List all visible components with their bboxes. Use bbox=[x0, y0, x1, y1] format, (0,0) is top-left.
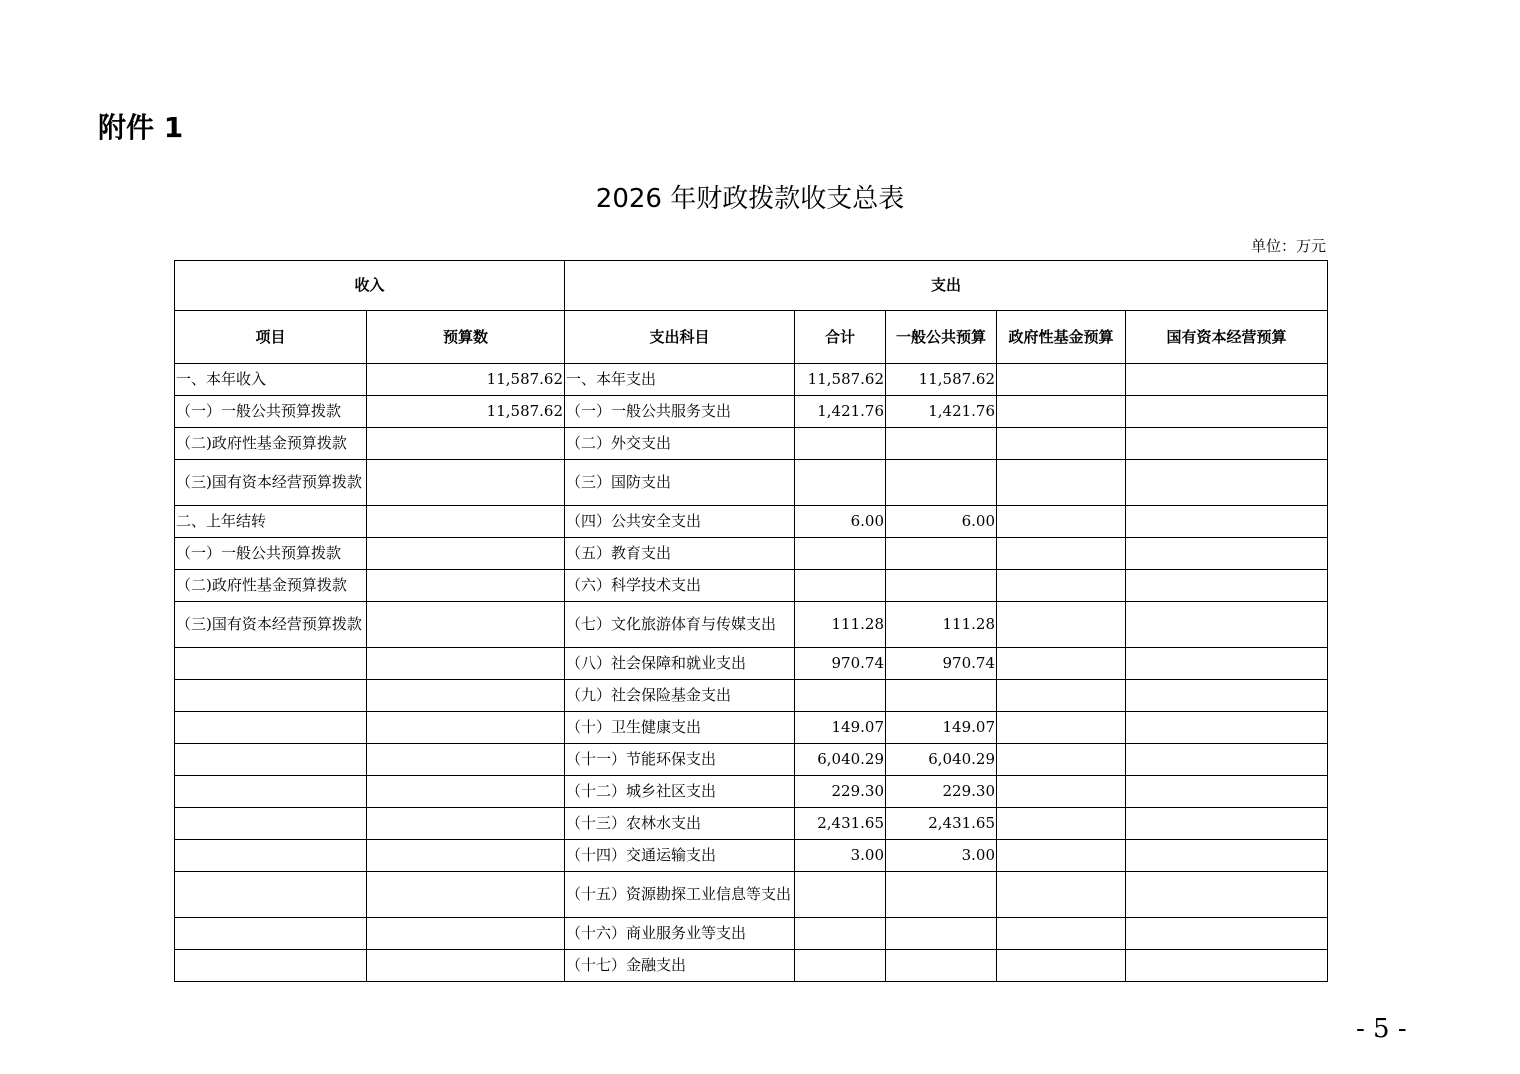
header-total: 合计 bbox=[795, 311, 886, 364]
exp-general: 6,040.29 bbox=[886, 744, 997, 776]
exp-general: 111.28 bbox=[886, 602, 997, 648]
income-amount bbox=[367, 918, 565, 950]
income-item: 二、上年结转 bbox=[175, 506, 367, 538]
income-amount bbox=[367, 506, 565, 538]
page-number: - 5 - bbox=[1356, 1014, 1407, 1044]
table-row bbox=[175, 602, 1328, 648]
table-row bbox=[175, 918, 1328, 950]
exp-capital bbox=[1126, 918, 1328, 950]
exp-item: （九）社会保险基金支出 bbox=[565, 680, 795, 712]
exp-item: （十五）资源勘探工业信息等支出 bbox=[565, 872, 795, 918]
exp-total bbox=[795, 538, 886, 570]
table-row bbox=[175, 460, 1328, 506]
exp-item: （十三）农林水支出 bbox=[565, 808, 795, 840]
exp-general: 1,421.76 bbox=[886, 396, 997, 428]
exp-general bbox=[886, 570, 997, 602]
exp-fund bbox=[997, 918, 1126, 950]
exp-item: （十六）商业服务业等支出 bbox=[565, 918, 795, 950]
exp-fund bbox=[997, 460, 1126, 506]
exp-capital bbox=[1126, 364, 1328, 396]
exp-total: 229.30 bbox=[795, 776, 886, 808]
exp-general bbox=[886, 538, 997, 570]
exp-item: （十一）节能环保支出 bbox=[565, 744, 795, 776]
header-state-capital-budget: 国有资本经营预算 bbox=[1126, 311, 1328, 364]
income-amount bbox=[367, 538, 565, 570]
exp-general bbox=[886, 680, 997, 712]
exp-item: （十四）交通运输支出 bbox=[565, 840, 795, 872]
exp-capital bbox=[1126, 744, 1328, 776]
income-amount bbox=[367, 950, 565, 982]
exp-fund bbox=[997, 396, 1126, 428]
header-gov-fund-budget: 政府性基金预算 bbox=[997, 311, 1126, 364]
exp-capital bbox=[1126, 776, 1328, 808]
income-item bbox=[175, 776, 367, 808]
exp-item: （十七）金融支出 bbox=[565, 950, 795, 982]
exp-general: 970.74 bbox=[886, 648, 997, 680]
exp-fund bbox=[997, 602, 1126, 648]
table-row bbox=[175, 364, 1328, 396]
income-item bbox=[175, 840, 367, 872]
exp-capital bbox=[1126, 680, 1328, 712]
income-item bbox=[175, 744, 367, 776]
header-exp-subject: 支出科目 bbox=[565, 311, 795, 364]
income-item bbox=[175, 808, 367, 840]
income-item: （三)国有资本经营预算拨款 bbox=[175, 460, 367, 506]
table-row bbox=[175, 506, 1328, 538]
attachment-label: 附件 1 bbox=[98, 111, 184, 144]
income-item: （一）一般公共预算拨款 bbox=[175, 396, 367, 428]
income-item: （二)政府性基金预算拨款 bbox=[175, 428, 367, 460]
table-row bbox=[175, 570, 1328, 602]
exp-fund bbox=[997, 712, 1126, 744]
income-amount bbox=[367, 570, 565, 602]
income-amount bbox=[367, 872, 565, 918]
income-amount bbox=[367, 648, 565, 680]
income-amount bbox=[367, 776, 565, 808]
exp-total: 3.00 bbox=[795, 840, 886, 872]
exp-general: 229.30 bbox=[886, 776, 997, 808]
table-row bbox=[175, 396, 1328, 428]
exp-total: 970.74 bbox=[795, 648, 886, 680]
table-row bbox=[175, 680, 1328, 712]
exp-total bbox=[795, 460, 886, 506]
income-item bbox=[175, 872, 367, 918]
income-item: 一、本年收入 bbox=[175, 364, 367, 396]
exp-capital bbox=[1126, 506, 1328, 538]
unit-label: 单位：万元 bbox=[1250, 237, 1326, 255]
income-amount bbox=[367, 808, 565, 840]
exp-total: 6,040.29 bbox=[795, 744, 886, 776]
income-item bbox=[175, 712, 367, 744]
exp-fund bbox=[997, 428, 1126, 460]
table-row bbox=[175, 950, 1328, 982]
income-item: （一）一般公共预算拨款 bbox=[175, 538, 367, 570]
income-amount: 11,587.62 bbox=[367, 396, 565, 428]
exp-general: 11,587.62 bbox=[886, 364, 997, 396]
exp-fund bbox=[997, 950, 1126, 982]
exp-general bbox=[886, 950, 997, 982]
exp-capital bbox=[1126, 570, 1328, 602]
exp-fund bbox=[997, 648, 1126, 680]
exp-item: （十二）城乡社区支出 bbox=[565, 776, 795, 808]
exp-general bbox=[886, 918, 997, 950]
exp-capital bbox=[1126, 648, 1328, 680]
header-budget: 预算数 bbox=[367, 311, 565, 364]
exp-total bbox=[795, 950, 886, 982]
exp-item: （二）外交支出 bbox=[565, 428, 795, 460]
exp-total: 2,431.65 bbox=[795, 808, 886, 840]
exp-capital bbox=[1126, 396, 1328, 428]
exp-fund bbox=[997, 570, 1126, 602]
exp-capital bbox=[1126, 428, 1328, 460]
exp-general: 2,431.65 bbox=[886, 808, 997, 840]
table-row bbox=[175, 538, 1328, 570]
exp-total bbox=[795, 570, 886, 602]
header-expenditure: 支出 bbox=[565, 261, 1328, 311]
income-amount bbox=[367, 712, 565, 744]
exp-item: （七）文化旅游体育与传媒支出 bbox=[565, 602, 795, 648]
exp-capital bbox=[1126, 840, 1328, 872]
exp-general bbox=[886, 872, 997, 918]
exp-capital bbox=[1126, 538, 1328, 570]
exp-total bbox=[795, 872, 886, 918]
exp-item: （六）科学技术支出 bbox=[565, 570, 795, 602]
income-item: （三)国有资本经营预算拨款 bbox=[175, 602, 367, 648]
exp-fund bbox=[997, 776, 1126, 808]
income-amount: 11,587.62 bbox=[367, 364, 565, 396]
exp-capital bbox=[1126, 602, 1328, 648]
exp-total bbox=[795, 918, 886, 950]
exp-total: 1,421.76 bbox=[795, 396, 886, 428]
exp-item: （三）国防支出 bbox=[565, 460, 795, 506]
table-row bbox=[175, 840, 1328, 872]
exp-general: 149.07 bbox=[886, 712, 997, 744]
exp-item: （五）教育支出 bbox=[565, 538, 795, 570]
exp-item: （四）公共安全支出 bbox=[565, 506, 795, 538]
exp-general bbox=[886, 428, 997, 460]
table-title: 2026 年财政拨款收支总表 bbox=[595, 184, 905, 214]
table-row bbox=[175, 712, 1328, 744]
exp-capital bbox=[1126, 950, 1328, 982]
income-item: （二)政府性基金预算拨款 bbox=[175, 570, 367, 602]
exp-fund bbox=[997, 680, 1126, 712]
exp-fund bbox=[997, 744, 1126, 776]
exp-fund bbox=[997, 840, 1126, 872]
exp-general bbox=[886, 460, 997, 506]
exp-item: （八）社会保障和就业支出 bbox=[565, 648, 795, 680]
income-item bbox=[175, 918, 367, 950]
exp-total bbox=[795, 428, 886, 460]
income-amount bbox=[367, 428, 565, 460]
exp-fund bbox=[997, 538, 1126, 570]
header-item: 项目 bbox=[175, 311, 367, 364]
income-item bbox=[175, 648, 367, 680]
exp-capital bbox=[1126, 460, 1328, 506]
table-row bbox=[175, 872, 1328, 918]
exp-capital bbox=[1126, 808, 1328, 840]
table-row bbox=[175, 808, 1328, 840]
income-amount bbox=[367, 744, 565, 776]
exp-total: 6.00 bbox=[795, 506, 886, 538]
budget-table bbox=[174, 260, 1328, 982]
exp-fund bbox=[997, 506, 1126, 538]
exp-total: 149.07 bbox=[795, 712, 886, 744]
income-item bbox=[175, 950, 367, 982]
income-amount bbox=[367, 460, 565, 506]
exp-fund bbox=[997, 364, 1126, 396]
exp-total: 11,587.62 bbox=[795, 364, 886, 396]
income-amount bbox=[367, 602, 565, 648]
header-general-budget: 一般公共预算 bbox=[886, 311, 997, 364]
exp-capital bbox=[1126, 872, 1328, 918]
exp-capital bbox=[1126, 712, 1328, 744]
table-row bbox=[175, 428, 1328, 460]
income-amount bbox=[367, 680, 565, 712]
table-row bbox=[175, 776, 1328, 808]
exp-item: （十）卫生健康支出 bbox=[565, 712, 795, 744]
income-item bbox=[175, 680, 367, 712]
exp-general: 6.00 bbox=[886, 506, 997, 538]
exp-total bbox=[795, 680, 886, 712]
income-amount bbox=[367, 840, 565, 872]
exp-item: （一）一般公共服务支出 bbox=[565, 396, 795, 428]
table-row bbox=[175, 648, 1328, 680]
table-row bbox=[175, 744, 1328, 776]
exp-item: 一、本年支出 bbox=[565, 364, 795, 396]
exp-total: 111.28 bbox=[795, 602, 886, 648]
exp-fund bbox=[997, 872, 1126, 918]
exp-fund bbox=[997, 808, 1126, 840]
exp-general: 3.00 bbox=[886, 840, 997, 872]
header-income: 收入 bbox=[175, 261, 565, 311]
